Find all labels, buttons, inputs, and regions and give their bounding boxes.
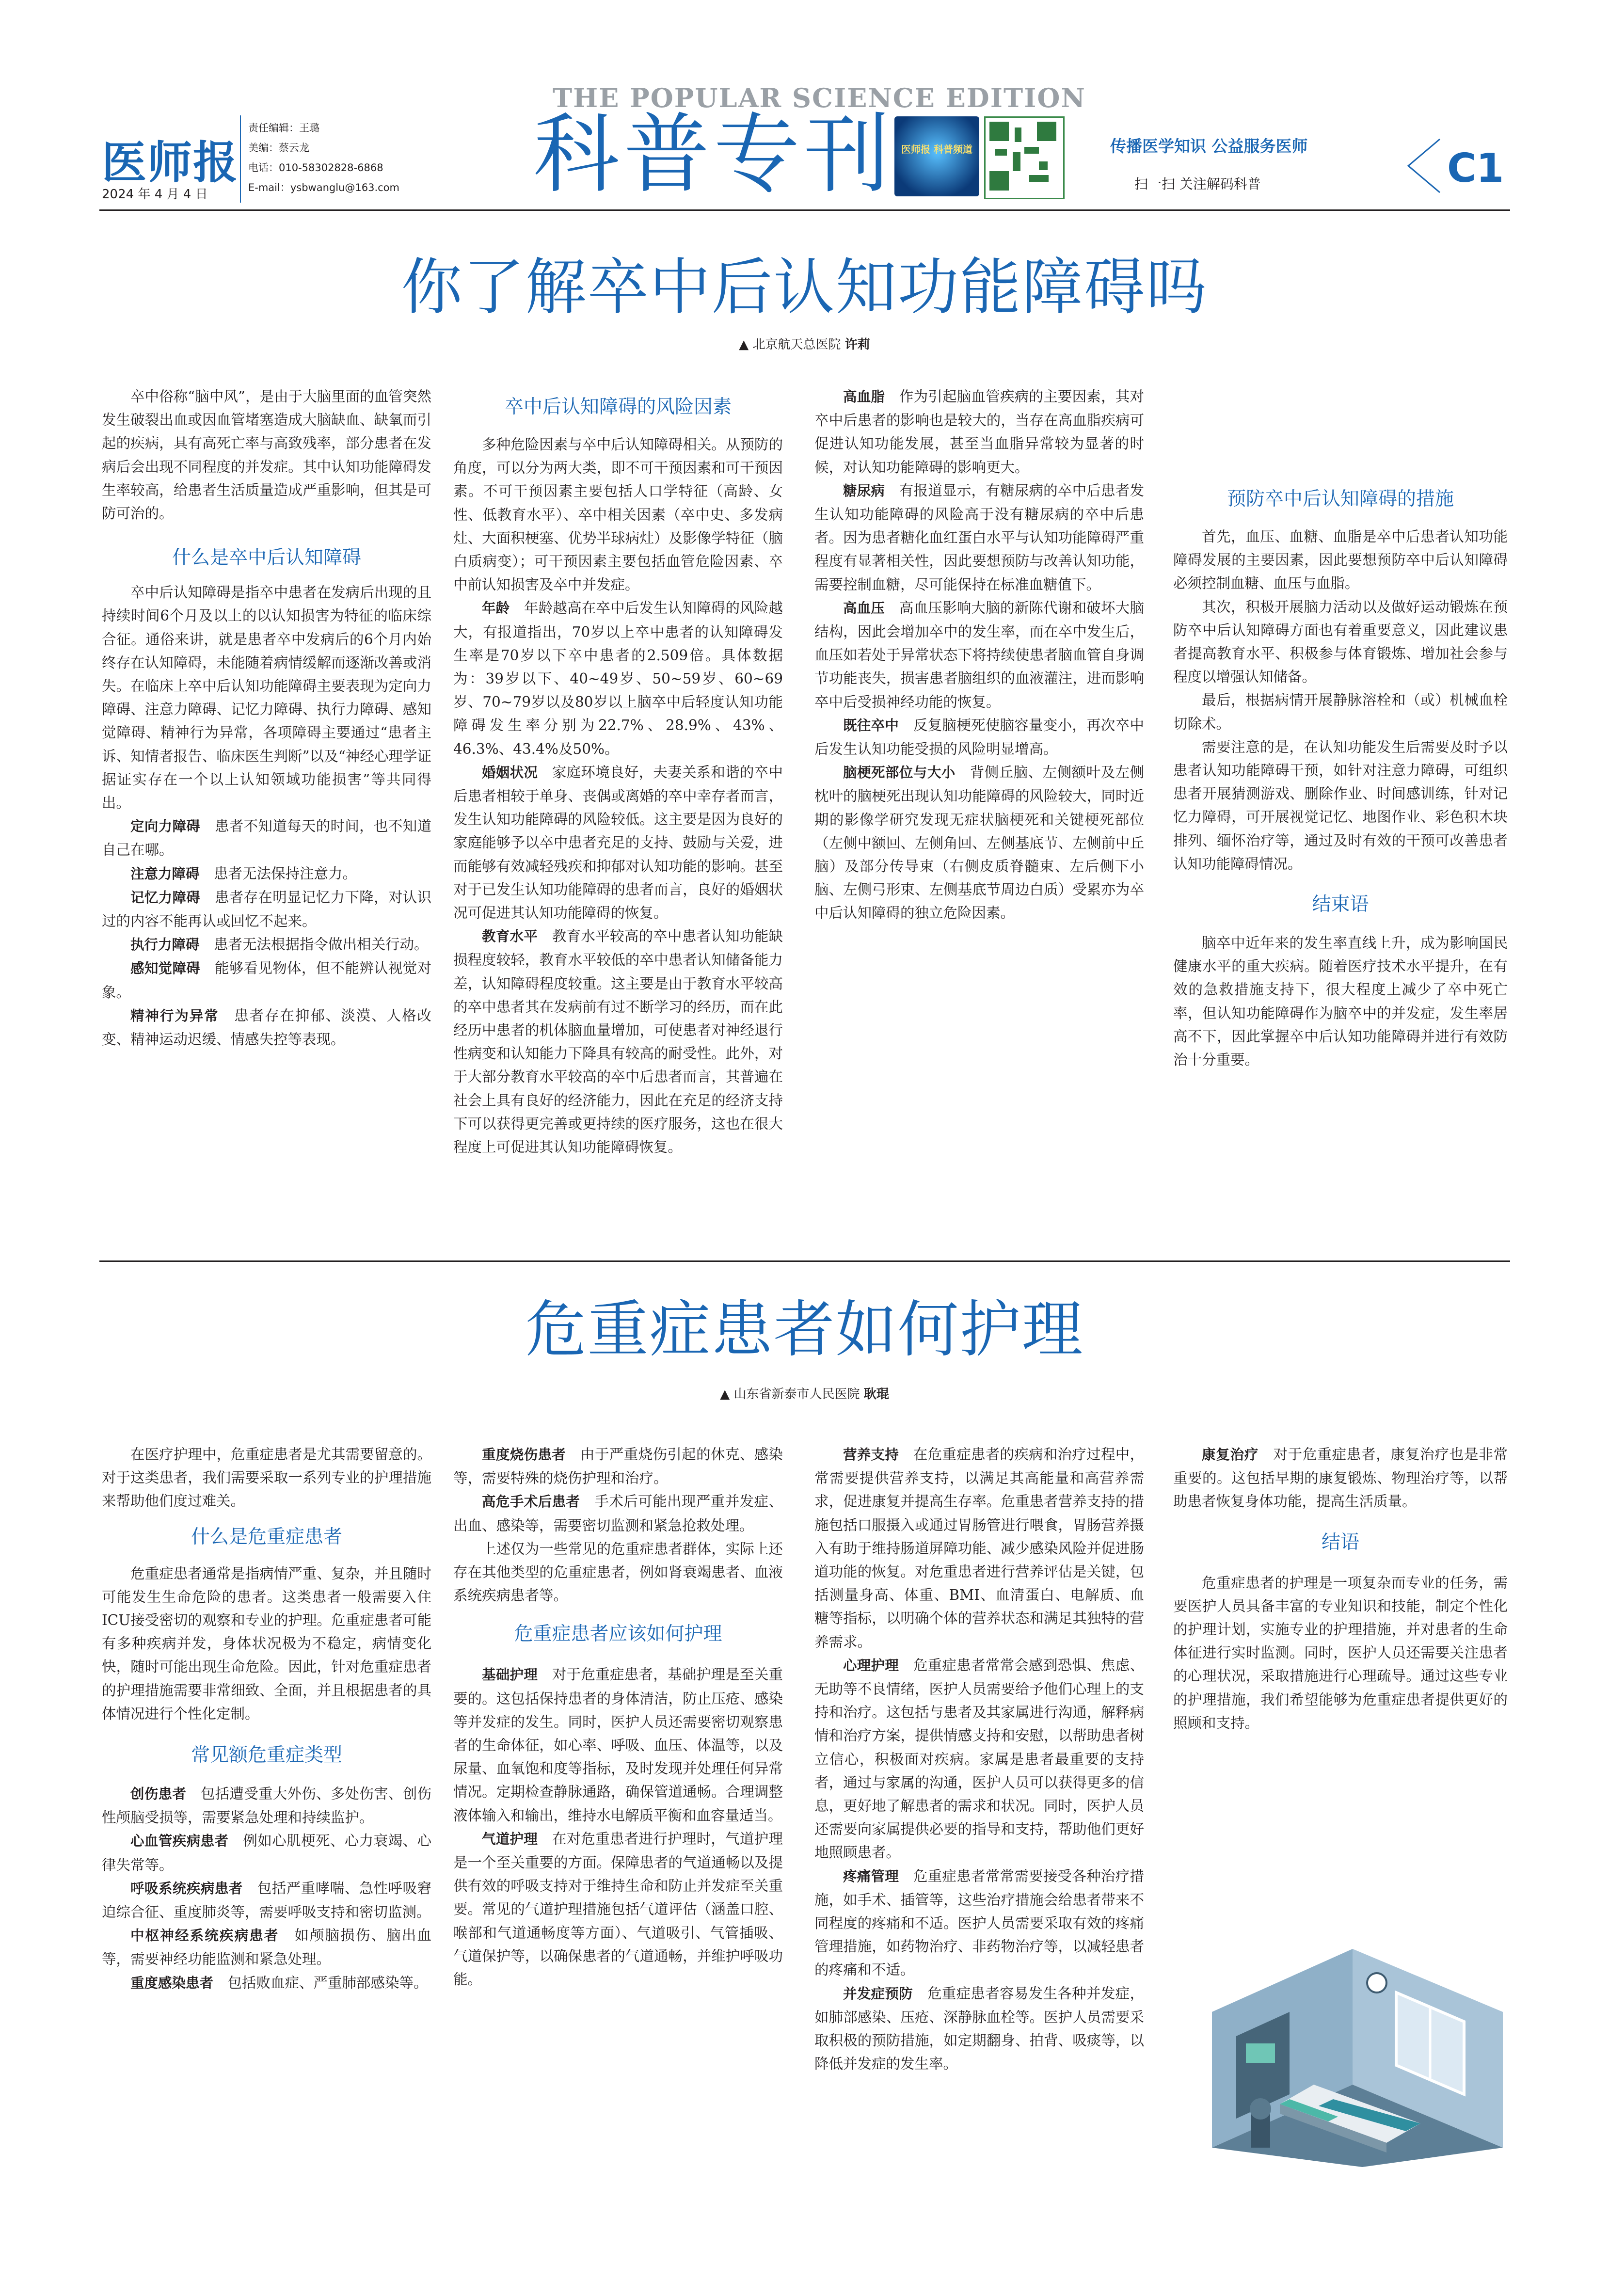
paragraph: 首先，血压、血糖、血脂是卒中后患者认知功能障碍发展的主要因素，因此要想预防卒中后认知障碍必须控制血糖、血压与血脂。 bbox=[1173, 528, 1508, 592]
risk-item: 教育水平 教育水平较高的卒中患者认知功能缺损程度较轻，教育水平较低的卒中患者认知储备能力差，认知障碍程度较重。这主要是由于教育水平较高的卒中患者其在发病前有过不断学习的经历，而在此经历中患者的机体脑血量增加，可使患者对神经退行性病变和认知能力下降具有较高的耐受性。此外，对于大部分教育水平较高的卒中后患者而言，其普遍在社会上具有良好的经济能力，因此在充足的经济支持下可以获得更完善或更持续的医疗服务，这也在很大程度上可促进其认知功能障碍恢复。 bbox=[453, 928, 783, 1156]
risk-label: 脑梗死部位与大小 bbox=[843, 765, 956, 781]
symptom-item: 执行力障碍 患者无法根据指令做出相关行动。 bbox=[130, 936, 429, 953]
article2-column-3 bbox=[814, 1443, 1144, 2073]
type-item: 重度感染患者 包括败血症、严重肺部感染等。 bbox=[130, 1974, 428, 1991]
risk-label: 糖尿病 bbox=[843, 482, 885, 499]
chevron-left-icon bbox=[1403, 137, 1442, 195]
slogan: 传播医学知识 公益服务医师 bbox=[1110, 137, 1308, 156]
type-label: 呼吸系统疾病患者 bbox=[130, 1880, 243, 1897]
section-heading: 什么是危重症患者 bbox=[191, 1526, 342, 1548]
type-item: 中枢神经系统疾病患者 如颅脑损伤、脑出血等，需要神经功能监测和紧急处理。 bbox=[102, 1927, 431, 1968]
byline-author: 耿琨 bbox=[863, 1387, 889, 1402]
care-label: 基础护理 bbox=[482, 1667, 538, 1683]
symptom-label: 执行力障碍 bbox=[130, 937, 200, 953]
care-item: 气道护理 在对危重患者进行护理时，气道护理是一个至关重要的方面。保障患者的气道通畅以及提供有效的呼吸支持对于维持生命和防止并发症至关重要。常见的气道护理措施包括气道评估（涵盖口腔、喉部和气道通畅度等方面）、气道吸引、气管插吸、气道保护等，以确保患者的气道通畅，并维护呼吸功能。 bbox=[453, 1830, 783, 1988]
section-title: 科普专刊 bbox=[533, 104, 894, 205]
byline-org: ▲ 山东省新泰市人民医院 bbox=[720, 1387, 860, 1402]
newspaper-logo: 医师报 bbox=[102, 137, 239, 189]
care-label: 气道护理 bbox=[482, 1831, 538, 1847]
section-heading: 什么是卒中后认知障碍 bbox=[172, 547, 361, 569]
care-label: 心理护理 bbox=[843, 1657, 899, 1674]
type-item: 创伤患者 包括遭受重大外伤、多处伤害、创伤性颅脑受损等，需要紧急处理和持续监护。 bbox=[102, 1786, 431, 1826]
type-item: 呼吸系统疾病患者 包括严重哮喘、急性呼吸窘迫综合征、重度肺炎等，需要呼吸支持和密切监测。 bbox=[102, 1880, 431, 1921]
risk-label: 既往卒中 bbox=[843, 717, 899, 733]
article1-byline bbox=[0, 335, 1609, 352]
type-label: 重度感染患者 bbox=[130, 1975, 214, 1991]
risk-label: 教育水平 bbox=[482, 928, 538, 945]
risk-label: 年龄 bbox=[482, 600, 510, 617]
section-heading: 危重症患者应该如何护理 bbox=[514, 1623, 722, 1645]
risk-item: 年龄 年龄越高在卒中后发生认知障碍的风险越大，有报道指出，70岁以上卒中患者的认知障碍发生率是70岁以下卒中患者的2.509倍。具体数据为：39岁以下、40~49岁、50~59岁、60~69岁、70~79岁以及80岁以上脑卒中后轻度认知功能障碍发生率分别为22.7%、28.9%、43%、46.3%、43.4%及50%。 bbox=[453, 600, 783, 757]
symptom-label: 精神行为异常 bbox=[130, 1007, 219, 1024]
type-label: 重度烧伤患者 bbox=[482, 1447, 566, 1463]
paragraph: 危重症患者的护理是一项复杂而专业的任务，需要医护人员具备丰富的专业知识和技能，制定个性化的护理计划，实施专业的护理措施，并对患者的生命体征进行实时监测。同时，医护人员还需要关注患者的心理状况，采取措施进行心理疏导。通过这些专业的护理措施，我们希望能够为危重症患者提供更好的照顾和支持。 bbox=[1173, 1574, 1508, 1731]
badge-label: 医师报 科普频道 bbox=[901, 144, 972, 155]
paragraph: 脑卒中近年来的发生率直线上升，成为影响国民健康水平的重大疾病。随着医疗技术水平提升，在有效的急救措施支持下，很大程度上减少了卒中死亡率，但认知功能障碍作为脑卒中的并发症，发生率居高不下，因此掌握卒中后认知功能障碍并进行有效防治十分重要。 bbox=[1173, 935, 1508, 1068]
type-label: 心血管疾病患者 bbox=[130, 1833, 229, 1850]
risk-item: 糖尿病 有报道显示，有糖尿病的卒中后患者发生认知功能障碍的风险高于没有糖尿病的卒中后患者。因为患者糖化血红蛋白水平与认知功能障碍严重程度有显著相关性，因此要想预防与改善认知功能，需要控制血糖，尽可能保持在标准血糖值下。 bbox=[814, 482, 1144, 593]
type-item: 重度烧伤患者 由于严重烧伤引起的休克、感染等，需要特殊的烧伤护理和治疗。 bbox=[453, 1446, 783, 1487]
phone-line: 电话：010-58302828-6868 bbox=[248, 162, 383, 174]
section-heading: 常见额危重症类型 bbox=[191, 1744, 342, 1767]
type-label: 高危手术后患者 bbox=[482, 1494, 580, 1510]
paragraph: 危重症患者通常是指病情严重、复杂，并且随时可能发生生命危险的患者。这类患者一般需要入住ICU接受密切的观察和专业的护理。危重症患者可能有多种疾病并发，身体状况极为不稳定，病情变化快，随时可能出现生命危险。因此，针对危重症患者的护理措施需要非常细致、全面，并且根据患者的具体情况进行个性化定制。 bbox=[102, 1565, 431, 1722]
risk-item: 既往卒中 反复脑梗死使脑容量变小，再次卒中后发生认知功能受损的风险明显增高。 bbox=[814, 717, 1144, 758]
article1-column-4 bbox=[1173, 490, 1508, 1071]
hospital-room-illustration bbox=[1193, 1939, 1522, 2167]
care-item: 并发症预防 危重症患者容易发生各种并发症，如肺部感染、压疮、深静脉血栓等。医护人员需要采取积极的预防措施，如定期翻身、拍背、吸痰等，以降低并发症的发生率。 bbox=[814, 1985, 1144, 2073]
symptom-item: 注意力障碍 患者无法保持注意力。 bbox=[130, 865, 357, 882]
paragraph: 卒中俗称“脑中风”，是由于大脑里面的血管突然发生破裂出血或因血管堵塞造成大脑缺血、缺氧而引起的疾病，具有高死亡率与高致残率，部分患者在发病后会出现不同程度的并发症。其中认知功能障碍发生率较高，给患者生活质量造成严重影响，但其是可防可治的。 bbox=[102, 388, 431, 522]
paragraph: 卒中后认知障碍是指卒中患者在发病后出现的且持续时间6个月及以上的以认知损害为特征的临床综合征。通俗来讲，就是患者卒中发病后的6个月内始终存在认知障碍，未能随着病情缓解而逐渐改善或消失。在临床上卒中后认知功能障碍主要表现为定向力障碍、注意力障碍、记忆力障碍、执行力障碍、感知觉障碍、精神行为异常，各项障碍主要通过“患者主诉、知情者报告、临床医生判断”以及“神经心理学证据证实存在一个以上认知领域功能损害”等共同得出。 bbox=[102, 584, 431, 812]
care-item: 基础护理 对于危重症患者，基础护理是至关重要的。这包括保持患者的身体清洁，防止压疮、感染等并发症的发生。同时，医护人员还需要密切观察患者的生命体征，如心率、呼吸、血压、体温等，以及尿量、血氧饱和度等指标，及时发现并处理任何异常情况。定期检查静脉通路，确保管道通畅。合理调整液体输入和输出，维持水电解质平衡和血容量适当。 bbox=[453, 1666, 783, 1824]
english-edition-title: THE POPULAR SCIENCE EDITION bbox=[553, 82, 1086, 113]
symptom-item: 感知觉障碍 能够看见物体，但不能辨认视觉对象。 bbox=[102, 960, 431, 1001]
article1-title: 你了解卒中后认知功能障碍吗 bbox=[401, 252, 1208, 323]
article2-column-4 bbox=[1173, 1443, 1508, 1735]
symptom-label: 感知觉障碍 bbox=[130, 960, 201, 977]
publication-date: 2024 年 4 月 4 日 bbox=[102, 187, 208, 202]
science-channel-badge bbox=[894, 116, 979, 196]
designer-line: 美编：蔡云龙 bbox=[248, 142, 309, 154]
page-number: C1 bbox=[1447, 145, 1504, 191]
type-label: 创伤患者 bbox=[130, 1786, 187, 1802]
paragraph: 最后，根据病情开展静脉溶栓和（或）机械血栓切除术。 bbox=[1173, 692, 1508, 732]
symptom-item: 记忆力障碍 患者存在明显记忆力下降，对认识过的内容不能再认或回忆不起来。 bbox=[102, 889, 431, 930]
risk-item: 婚姻状况 家庭环境良好，夫妻关系和谐的卒中后患者相较于单身、丧偶或离婚的卒中幸存者而言，发生认知功能障碍的风险较低。这主要是因为良好的家庭能够予以卒中患者充足的支持、鼓励与关爱，进而能够有效减轻残疾和抑郁对认知功能的影响。甚至对于已发生认知功能障碍的患者而言，良好的婚姻状况可促进其认知功能障碍的恢复。 bbox=[453, 764, 783, 922]
article2-column-1 bbox=[102, 1443, 431, 1995]
article2-byline bbox=[0, 1384, 1609, 1402]
type-item: 心血管疾病患者 例如心肌梗死、心力衰竭、心律失常等。 bbox=[102, 1833, 431, 1873]
qr-code[interactable] bbox=[984, 116, 1065, 199]
risk-item: 高血脂 作为引起脑血管疾病的主要因素，其对卒中后患者的影响也是较大的，当存在高血脂疾病可促进认知功能发展，甚至当血脂异常较为显著的时候，对认知功能障碍的影响更大。 bbox=[814, 388, 1144, 476]
care-label: 康复治疗 bbox=[1202, 1447, 1259, 1463]
risk-item: 高血压 高血压影响大脑的新陈代谢和破坏大脑结构，因此会增加卒中的发生率，而在卒中发生后，血压如若处于异常状态下将持续使患者脑血管自身调节功能丧失，损害患者脑组织的血液灌注，进而影响卒中后受损神经功能的恢复。 bbox=[814, 599, 1144, 710]
section-heading: 预防卒中后认知障碍的措施 bbox=[1227, 488, 1454, 510]
paragraph: 上述仅为一些常见的危重症患者群体，实际上还存在其他类型的危重症患者，例如肾衰竭患者、血液系统疾病患者等。 bbox=[453, 1540, 783, 1604]
risk-item: 脑梗死部位与大小 背侧丘脑、左侧额叶及左侧枕叶的脑梗死出现认知功能障碍的风险较大，同时近期的影像学研究发现无症状脑梗死和关键梗死部位（左侧中额回、左侧角回、左侧基底节、左侧前中丘脑）及部分传导束（右侧皮质脊髓束、左后侧下小脑、左侧弓形束、左侧基底节周边白质）受累亦为卒中后认知障碍的独立危险因素。 bbox=[814, 764, 1144, 922]
risk-label: 婚姻状况 bbox=[482, 764, 538, 781]
care-label: 并发症预防 bbox=[843, 1985, 913, 2002]
article-divider bbox=[99, 1260, 1510, 1262]
risk-label: 高血脂 bbox=[843, 389, 885, 405]
care-item: 疼痛管理 危重症患者常常需要接受各种治疗措施，如手术、插管等，这些治疗措施会给患者带来不同程度的疼痛和不适。医护人员需要采取有效的疼痛管理措施，如药物治疗、非药物治疗等，以减轻患者的疼痛和不适。 bbox=[814, 1867, 1144, 1978]
symptom-item: 精神行为异常 患者存在抑郁、淡漠、人格改变、精神运动迟缓、情感失控等表现。 bbox=[102, 1007, 431, 1048]
care-label: 营养支持 bbox=[843, 1447, 899, 1463]
paragraph: 需要注意的是，在认知功能发生后需要及时予以患者认知功能障碍干预，如针对注意力障碍，可组织患者开展猜测游戏、删除作业、时间感训练，针对记忆力障碍，可开展视觉记忆、地图作业、彩色积木块排列、缅怀治疗等，通过及时有效的干预可改善患者认知功能障碍情况。 bbox=[1173, 738, 1508, 872]
care-item: 营养支持 在危重症患者的疾病和治疗过程中，常需要提供营养支持，以满足其高能量和高营养需求，促进康复并提高生存率。危重患者营养支持的措施包括口服摄入或通过胃肠管进行喂食，胃肠营养摄入有助于维持肠道屏障功能、减少感染风险并促进肠道功能的恢复。对危重患者进行营养评估是关键，包括测量身高、体重、BMI、血清蛋白、电解质、血糖等指标，以明确个体的营养状态和满足其独特的营养需求。 bbox=[814, 1446, 1144, 1650]
article2-column-2 bbox=[453, 1443, 783, 1991]
paragraph: 其次，积极开展脑力活动以及做好运动锻炼在预防卒中后认知障碍方面也有着重要意义，因此建议患者提高教育水平、积极参与体育锻炼、增加社会参与程度以增强认知储备。 bbox=[1173, 598, 1508, 686]
article1-column-1 bbox=[102, 385, 431, 1051]
paragraph: 多种危险因素与卒中后认知障碍相关。从预防的角度，可以分为两大类，即不可干预因素和可干预因素。不可干预因素主要包括人口学特征（高龄、女性、低教育水平）、卒中相关因素（卒中史、多发病灶、大面积梗塞、优势半球病灶）及影像学特征（脑白质病变）；可干预因素主要包括血管危险因素、卒中前认知损害及卒中并发症。 bbox=[453, 436, 783, 593]
masthead-divider bbox=[240, 115, 241, 203]
symptom-item: 定向力障碍 患者不知道每天的时间，也不知道自己在哪。 bbox=[102, 818, 431, 859]
section-heading: 卒中后认知障碍的风险因素 bbox=[504, 396, 732, 418]
symptom-label: 定向力障碍 bbox=[130, 818, 201, 835]
type-item: 高危手术后患者 手术后可能出现严重并发症、出血、感染等，需要密切监测和紧急抢救处理。 bbox=[453, 1493, 783, 1534]
risk-label: 高血压 bbox=[843, 600, 885, 616]
type-label: 中枢神经系统疾病患者 bbox=[130, 1928, 279, 1944]
section-heading: 结语 bbox=[1321, 1531, 1359, 1553]
masthead-rule bbox=[99, 209, 1510, 211]
section-heading: 结束语 bbox=[1312, 893, 1369, 916]
care-label: 疼痛管理 bbox=[843, 1868, 899, 1884]
byline-author: 许莉 bbox=[844, 337, 870, 352]
email-line: E-mail：ysbwanglu@163.com bbox=[248, 182, 399, 193]
symptom-label: 注意力障碍 bbox=[130, 865, 200, 882]
care-item: 心理护理 危重症患者常常会感到恐惧、焦虑、无助等不良情绪，医护人员需要给予他们心理上的支持和治疗。这包括与患者及其家属进行沟通，解释病情和治疗方案，提供情感支持和安慰，以帮助患者树立信心，积极面对疾病。家属是患者最重要的支持者，通过与家属的沟通，医护人员可以获得更多的信息，更好地了解患者的需求和状况。同时，医护人员还需要向家属提供必要的指导和支持，帮助他们更好地照顾患者。 bbox=[814, 1657, 1144, 1861]
article1-column-2 bbox=[453, 396, 783, 1156]
article2-title: 危重症患者如何护理 bbox=[525, 1294, 1084, 1365]
symptom-label: 记忆力障碍 bbox=[130, 889, 201, 906]
scan-prompt: 扫一扫 关注解码科普 bbox=[1134, 176, 1261, 192]
paragraph: 在医疗护理中，危重症患者是尤其需要留意的。对于这类患者，我们需要采取一系列专业的护理措施来帮助他们度过难关。 bbox=[102, 1446, 431, 1510]
editor-line: 责任编辑：王璐 bbox=[248, 122, 319, 134]
care-item: 康复治疗 对于危重症患者，康复治疗也是非常重要的。这包括早期的康复锻炼、物理治疗等，以帮助患者恢复身体功能，提高生活质量。 bbox=[1173, 1446, 1508, 1510]
byline-org: ▲ 北京航天总医院 bbox=[739, 337, 841, 352]
article1-column-3 bbox=[814, 385, 1144, 925]
